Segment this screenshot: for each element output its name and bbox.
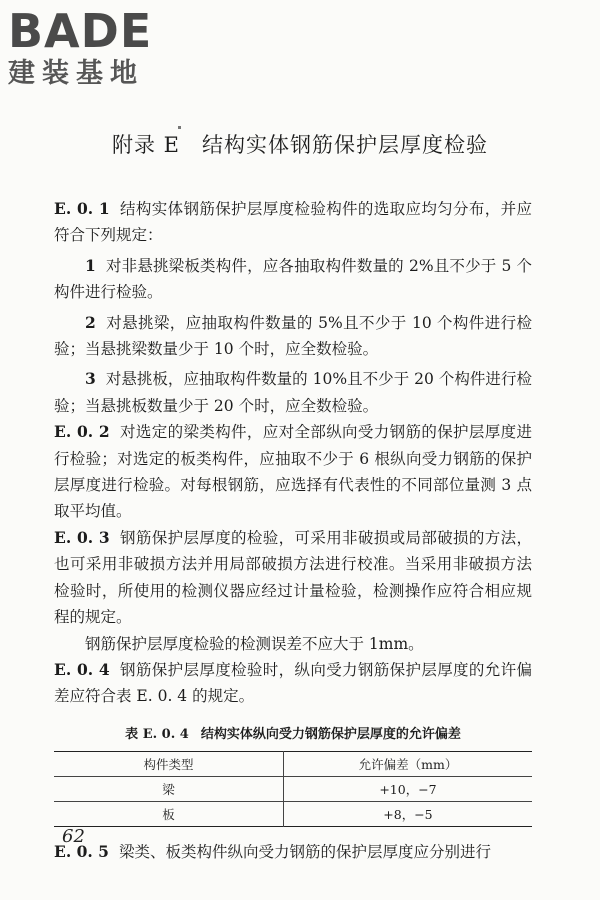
clause-number: E. 0. 3 <box>54 527 110 547</box>
table-caption-text: 结构实体纵向受力钢筋保护层厚度的允许偏差 <box>200 726 461 742</box>
clause-number: E. 0. 4 <box>54 659 110 679</box>
clause-e05 <box>54 839 532 865</box>
item-text: 对悬挑板，应抽取构件数量的 10%且不少于 20 个构件进行检验；当悬挑板数量少于 20 个时，应全数检验。 <box>54 370 532 415</box>
clause-e03 <box>54 525 532 631</box>
clause-number: E. 0. 1 <box>54 199 110 218</box>
list-item <box>54 310 532 363</box>
cell-allowable-deviation: +8，−5 <box>283 801 532 826</box>
logo-subtitle: 建装基地 <box>8 58 144 89</box>
clause-e01 <box>54 196 532 249</box>
clause-e04 <box>54 657 532 710</box>
print-speck <box>178 126 181 129</box>
clause-text: 梁类、板类构件纵向受力钢筋的保护层厚度应分别进行 <box>118 842 491 861</box>
clause-text: 钢筋保护层厚度检验时，纵向受力钢筋保护层厚度的允许偏差应符合表 E. 0. 4 的规定。 <box>54 660 532 706</box>
item-number: 3 <box>85 369 96 389</box>
item-text: 对非悬挑梁板类构件，应各抽取构件数量的 2%且不少于 5 个构件进行检验。 <box>54 256 532 302</box>
clause-number: E. 0. 2 <box>54 422 110 442</box>
appendix-title <box>0 130 600 160</box>
cell-component-type: 梁 <box>54 776 283 801</box>
document-body <box>54 196 532 865</box>
cell-allowable-deviation: +10，−7 <box>283 776 532 801</box>
table-row <box>54 776 532 801</box>
item-number: 2 <box>85 312 96 332</box>
page-number: 62 <box>62 826 85 847</box>
table-header-row <box>54 751 532 776</box>
header-component-type: 构件类型 <box>54 751 283 776</box>
tolerance-table <box>54 751 532 827</box>
clause-e02 <box>54 419 532 525</box>
table-row <box>54 801 532 826</box>
table-number: 表 E. 0. 4 <box>125 726 189 742</box>
header-allowable-deviation: 允许偏差（mm） <box>358 756 458 772</box>
cell-component-type: 板 <box>54 801 283 826</box>
table-caption <box>54 725 532 745</box>
appendix-code: 附录 E <box>111 133 180 157</box>
item-number: 1 <box>85 255 96 275</box>
appendix-title-text: 结构实体钢筋保护层厚度检验 <box>202 133 488 157</box>
clause-e03-note: 钢筋保护层厚度检验的检测误差不应大于 1mm。 <box>85 634 424 653</box>
clause-text: 钢筋保护层厚度的检验，可采用非破损或局部破损的方法，也可采用非破损方法并用局部破损方法进行校准。当采用非破损方法检验时，所使用的检测仪器应经过计量检验，检测操作应符合相应规程的规定。 <box>54 528 532 627</box>
list-item <box>54 253 532 306</box>
bade-logo <box>8 6 178 90</box>
item-text: 对悬挑梁，应抽取构件数量的 5%且不少于 10 个构件进行检验；当悬挑梁数量少于 10 个时，应全数检验。 <box>54 313 532 359</box>
clause-number: E. 0. 5 <box>54 841 109 861</box>
logo-wordmark: BADE <box>8 6 153 56</box>
list-item <box>54 366 532 419</box>
clause-text: 结构实体钢筋保护层厚度检验构件的选取应均匀分布，并应符合下列规定： <box>54 200 532 245</box>
clause-text: 对选定的梁类构件，应对全部纵向受力钢筋的保护层厚度进行检验；对选定的板类构件，应抽取不少于 6 根纵向受力钢筋的保护层厚度进行检验。对每根钢筋，应选择有代表性的不同部位量测 3 点取平均值。 <box>54 423 532 521</box>
